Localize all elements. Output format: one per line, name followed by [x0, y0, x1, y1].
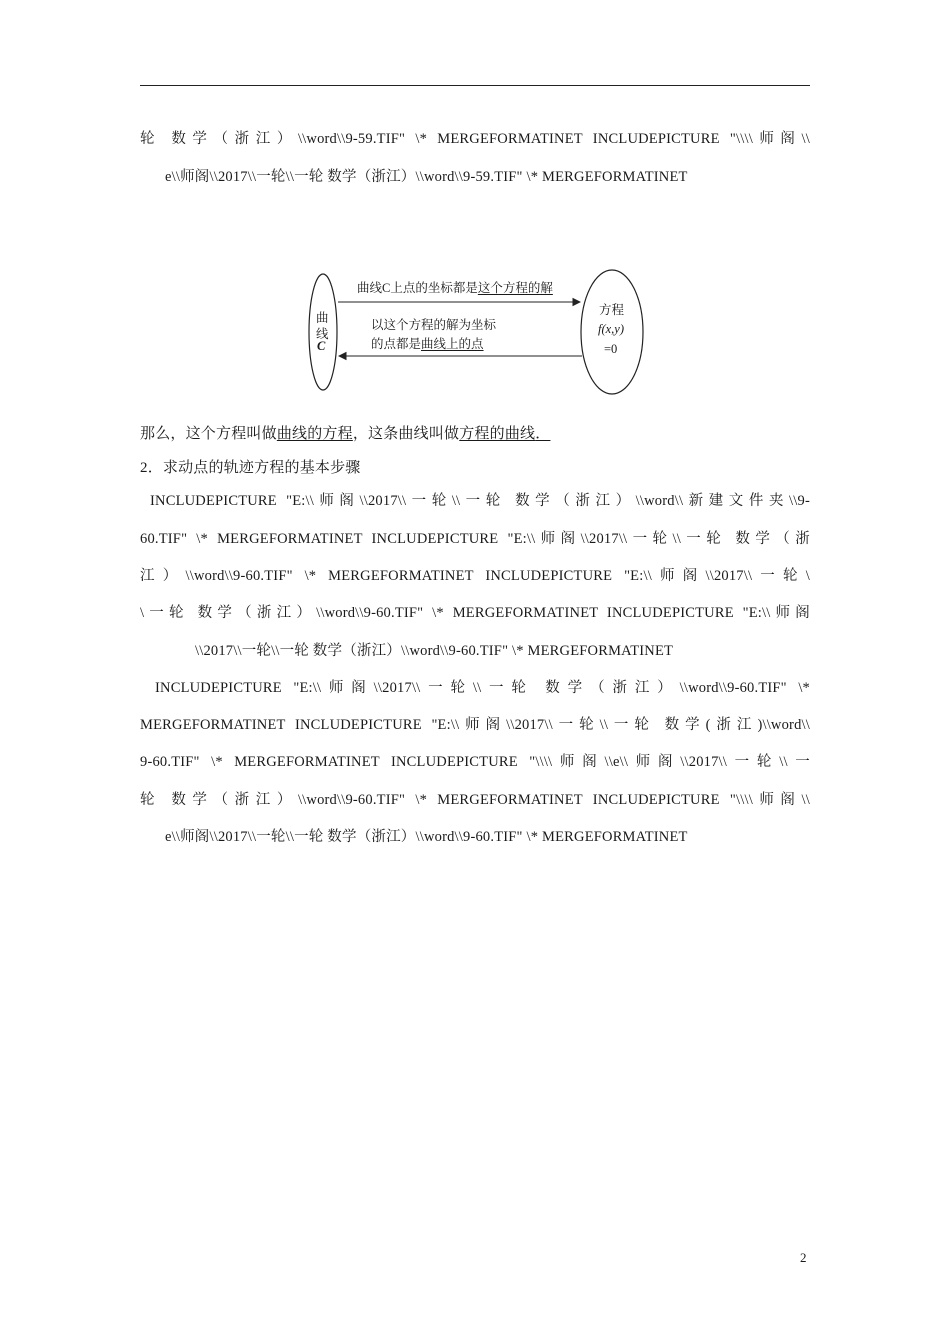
top-arrow-underlined: 这个方程的解: [477, 281, 553, 295]
text-line: INCLUDEPICTURE "E:\\师阁\\2017\\一轮\\一轮 数学（浙江）\\word\\9-60.TIF" \*: [155, 680, 810, 696]
bottom-arrow-label-2: [371, 334, 484, 352]
sentence-part: 那么，这个方程叫做: [140, 426, 277, 442]
definition-sentence: [140, 422, 810, 443]
equation-label-3: =0: [604, 342, 618, 356]
curve-label-c: C: [317, 339, 326, 353]
term-equation-curve: 方程的曲线: [459, 426, 536, 442]
text-line: 9-60.TIF" \* MERGEFORMATINET INCLUDEPICTURE "\\\\师阁\\e\\师阁\\2017\\一轮\\一: [140, 754, 810, 770]
equation-label-2: f(x,y): [598, 322, 625, 336]
sentence-part: ，这条曲线叫做: [352, 426, 460, 442]
text-line: e\\师阁\\2017\\一轮\\一轮 数学（浙江）\\word\\9-59.TIF" \* MERGEFORMATINET: [165, 169, 688, 185]
text-line: \\2017\\一轮\\一轮 数学（浙江）\\word\\9-60.TIF" \* MERGEFORMATINET: [195, 643, 674, 659]
section-heading: 2．求动点的轨迹方程的基本步骤: [140, 460, 361, 476]
text-line: MERGEFORMATINET INCLUDEPICTURE "E:\\师阁\\2017\\一轮\\一轮 数学(浙江)\\word\\: [140, 717, 810, 733]
text-line: 60.TIF" \* MERGEFORMATINET INCLUDEPICTURE "E:\\师阁\\2017\\一轮\\一轮 数学（浙: [140, 531, 810, 547]
equation-label-1: 方程: [599, 303, 625, 317]
sentence-end: ．: [535, 426, 551, 442]
bottom-arrow-label-1: 以这个方程的解为坐标: [371, 318, 497, 332]
top-arrow-plain: 曲线C上点的坐标都是: [357, 281, 478, 295]
text-line: 江）\\word\\9-60.TIF" \* MERGEFORMATINET INCLUDEPICTURE "E:\\师阁\\2017\\一轮\: [140, 568, 810, 584]
header-rule: [140, 85, 810, 86]
page-number: 2: [800, 1250, 807, 1265]
curve-label-2: 线: [316, 327, 329, 341]
top-arrow-label: [357, 278, 553, 296]
text-line: INCLUDEPICTURE "E:\\师阁\\2017\\一轮\\一轮 数学（浙江）\\word\\新建文件夹\\9-: [150, 493, 810, 509]
bottom-arrow-plain: 的点都是: [371, 337, 422, 351]
text-line: e\\师阁\\2017\\一轮\\一轮 数学（浙江）\\word\\9-60.TIF" \* MERGEFORMATINET: [165, 829, 688, 845]
curve-equation-diagram: [305, 268, 650, 396]
text-line: 轮 数学（浙江）\\word\\9-59.TIF" \* MERGEFORMATINET INCLUDEPICTURE "\\\\师阁\\: [140, 131, 810, 147]
term-curve-equation: 曲线的方程: [276, 426, 353, 442]
curve-label-1: 曲: [316, 311, 329, 325]
text-line: 轮 数学（浙江）\\word\\9-60.TIF" \* MERGEFORMATINET INCLUDEPICTURE "\\\\师阁\\: [140, 792, 810, 808]
bottom-arrow-underlined: 曲线上的点: [421, 337, 484, 351]
text-line: \一轮 数学（浙江）\\word\\9-60.TIF" \* MERGEFORMATINET INCLUDEPICTURE "E:\\师阁: [140, 605, 810, 621]
